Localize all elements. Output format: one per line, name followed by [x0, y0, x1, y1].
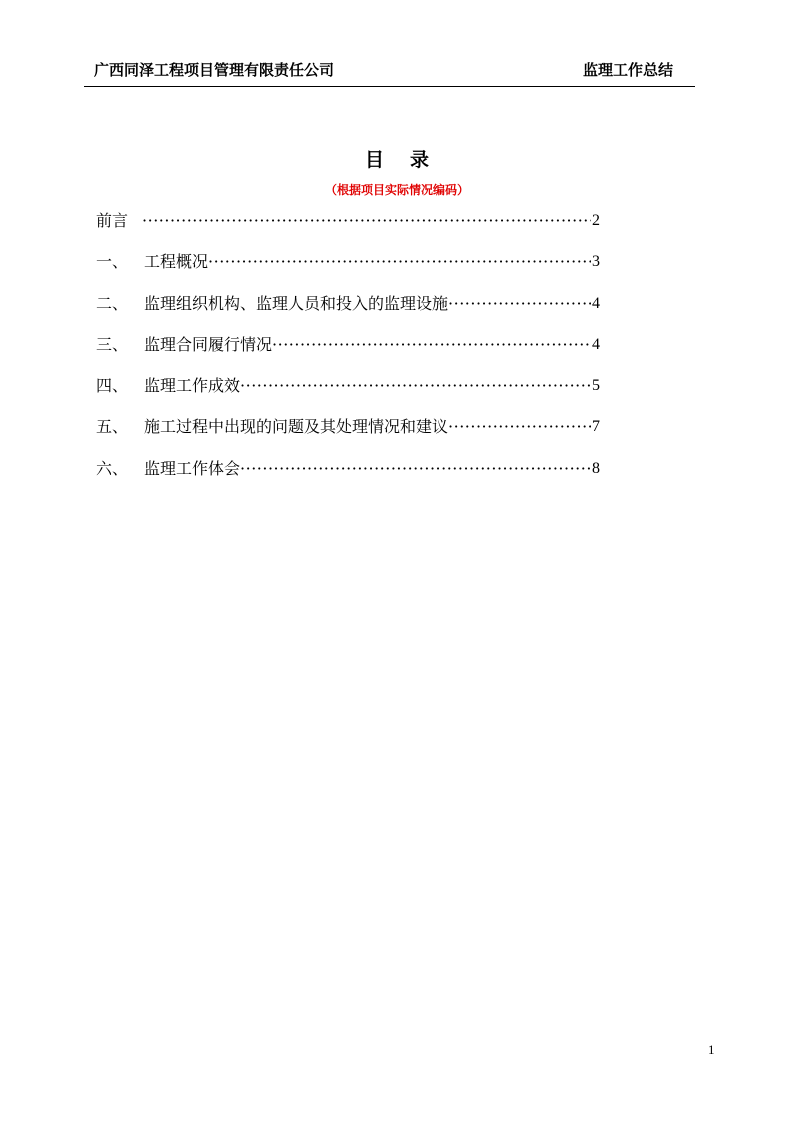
- toc-item-page: 4: [592, 294, 600, 312]
- toc-item-preface[interactable]: [96, 208, 600, 249]
- toc-item-number: 三、: [96, 334, 129, 354]
- toc-item-contract[interactable]: [96, 332, 600, 373]
- toc-item-page: 7: [592, 418, 600, 436]
- toc-leader-dots: [448, 291, 591, 317]
- toc-item-page: 3: [592, 253, 600, 271]
- toc-item-organization[interactable]: [96, 291, 600, 332]
- toc-item-label: 工程概况: [144, 252, 209, 272]
- toc-leader-dots: [240, 456, 591, 482]
- toc-item-overview[interactable]: [96, 249, 600, 290]
- toc-leader-dots: [142, 208, 591, 234]
- document-title: 监理工作总结: [582, 61, 673, 79]
- toc-item-label: 前言: [96, 211, 129, 230]
- toc-item-page: 5: [592, 377, 600, 395]
- toc-item-page: 2: [592, 212, 600, 229]
- toc-leader-dots: [240, 373, 591, 399]
- toc-item-results[interactable]: [96, 373, 600, 414]
- toc-leader-dots: [272, 332, 591, 358]
- toc-item-number: 五、: [96, 417, 129, 437]
- toc-item-number: 一、: [96, 252, 129, 272]
- toc-note: （根据项目实际情况编码）: [324, 183, 469, 197]
- toc-item-label: 监理工作体会: [144, 458, 241, 478]
- toc-item-number: 四、: [96, 376, 129, 396]
- toc-list: [96, 208, 600, 497]
- toc-item-label: 监理合同履行情况: [144, 334, 273, 354]
- toc-leader-dots: [208, 249, 591, 275]
- toc-item-page: 4: [592, 335, 600, 353]
- toc-item-number: 六、: [96, 458, 129, 478]
- toc-item-number: 二、: [96, 293, 129, 313]
- toc-leader-dots: [448, 414, 591, 440]
- toc-item-problems[interactable]: [96, 414, 600, 455]
- page-header: [84, 56, 695, 87]
- toc-title: 目录: [364, 149, 455, 171]
- page-number: 1: [708, 1042, 715, 1057]
- toc-item-experience[interactable]: [96, 456, 600, 497]
- toc-item-label: 施工过程中出现的问题及其处理情况和建议: [144, 417, 449, 437]
- toc-item-label: 监理组织机构、监理人员和投入的监理设施: [144, 293, 449, 313]
- toc-item-page: 8: [592, 459, 600, 477]
- company-name: 广西同泽工程项目管理有限责任公司: [94, 61, 335, 79]
- toc-item-label: 监理工作成效: [144, 376, 241, 396]
